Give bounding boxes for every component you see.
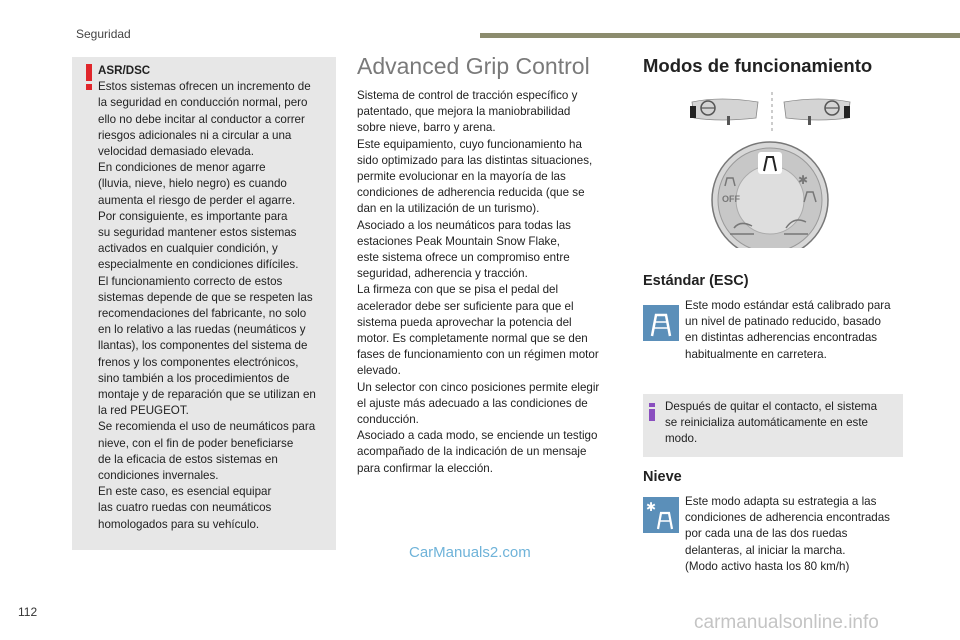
left-mirror-icon <box>690 99 758 125</box>
warning-exclamation-icon <box>84 64 94 90</box>
warning-body: Estos sistemas ofrecen un incremento de la seguridad en conducción normal, pero ello no debe incitar al conductor a correr riesgos adicionales ni a circular a una velocidad demasiado elevada. En condiciones de menor agarre (lluvia, nieve, hielo negro) es cuando aumenta el riesgo de perder el agarre. Por consiguiente, es importante para su seguridad mantener estos sistemas activados en cualquier condición, y especialmente en condiciones difíciles. El funcionamiento correcto de estos sistemas depende de que se respeten las recomendaciones del fabricante, no solo en lo relativo a las ruedas (neumáticos y llantas), los componentes del sistema de frenos y los componentes electrónicos, sino también a los procedimientos de montaje y de reparación que se utilizan en la red PEUGEOT. Se recomienda el uso de neumáticos para nieve, con el fin de poder beneficiarse de la eficacia de estos sistemas en condiciones invernales. En este caso, es esencial equipar las cuatro ruedas con neumáticos homologados para su vehículo. <box>98 80 316 531</box>
esc-mode-description: Este modo estándar está calibrado para un nivel de patinado reducido, basado en distintas adherencias encontradas habitualmente en carretera. <box>685 299 891 361</box>
header-section-title: Seguridad <box>76 27 131 41</box>
agc-title: Advanced Grip Control <box>357 53 590 79</box>
carmanuals-watermark[interactable]: CarManuals2.com <box>409 544 531 561</box>
snow-mode-title: Nieve <box>643 469 682 485</box>
header-bar <box>480 33 960 38</box>
mode-selector-dial <box>712 142 828 248</box>
grip-control-diagram <box>680 88 860 248</box>
warning-text <box>98 63 332 533</box>
right-mirror-icon <box>784 99 850 125</box>
esc-mode-icon <box>643 305 679 341</box>
dial-esc-mode-icon <box>758 152 782 174</box>
svg-text:✱: ✱ <box>646 500 657 514</box>
warning-heading: ASR/DSC <box>98 64 151 77</box>
esc-mode-title: Estándar (ESC) <box>643 273 749 289</box>
dial-off-label: OFF <box>722 194 740 204</box>
info-text: Después de quitar el contacto, el sistema se reinicializa automáticamente en este modo. <box>665 400 878 446</box>
agc-body: Sistema de control de tracción específico y patentado, que mejora la maniobrabilidad sobre nieve, barro y arena. Este equipamiento, cuyo funcionamiento ha sido optimizado para las distintas situaciones, permite evolucionar en la mayoría de las condiciones de adherencia reducida (que se dan en la utilización de un turismo). Asociado a los neumáticos para todas las estaciones Peak Mountain Snow Flake, este sistema ofrece un compromiso entre seguridad, adherencia y tracción. La firmeza con que se pisa el pedal del acelerador debe ser suficiente para que el sistema pueda aprovechar la potencia del motor. Es completamente normal que se den fases de funcionamiento con un régimen motor elevado. Un selector con cinco posiciones permite elegir el ajuste más adecuado a las condiciones de conducción. Asociado a cada modo, se enciende un testigo acompañado de la indicación de un mensaje para confirmar la elección. <box>357 89 600 475</box>
info-icon <box>649 403 655 421</box>
modes-title: Modos de funcionamiento <box>643 55 873 76</box>
svg-text:✱: ✱ <box>798 173 809 187</box>
snow-mode-description: Este modo adapta su estrategia a las condiciones de adherencia encontradas por cada una de las dos ruedas delanteras, al iniciar la marcha. (Modo activo hasta los 80 km/h) <box>685 495 890 573</box>
footer-watermark[interactable]: carmanualsonline.info <box>694 612 879 633</box>
page-number: 112 <box>18 605 38 619</box>
snow-mode-icon <box>643 497 679 533</box>
